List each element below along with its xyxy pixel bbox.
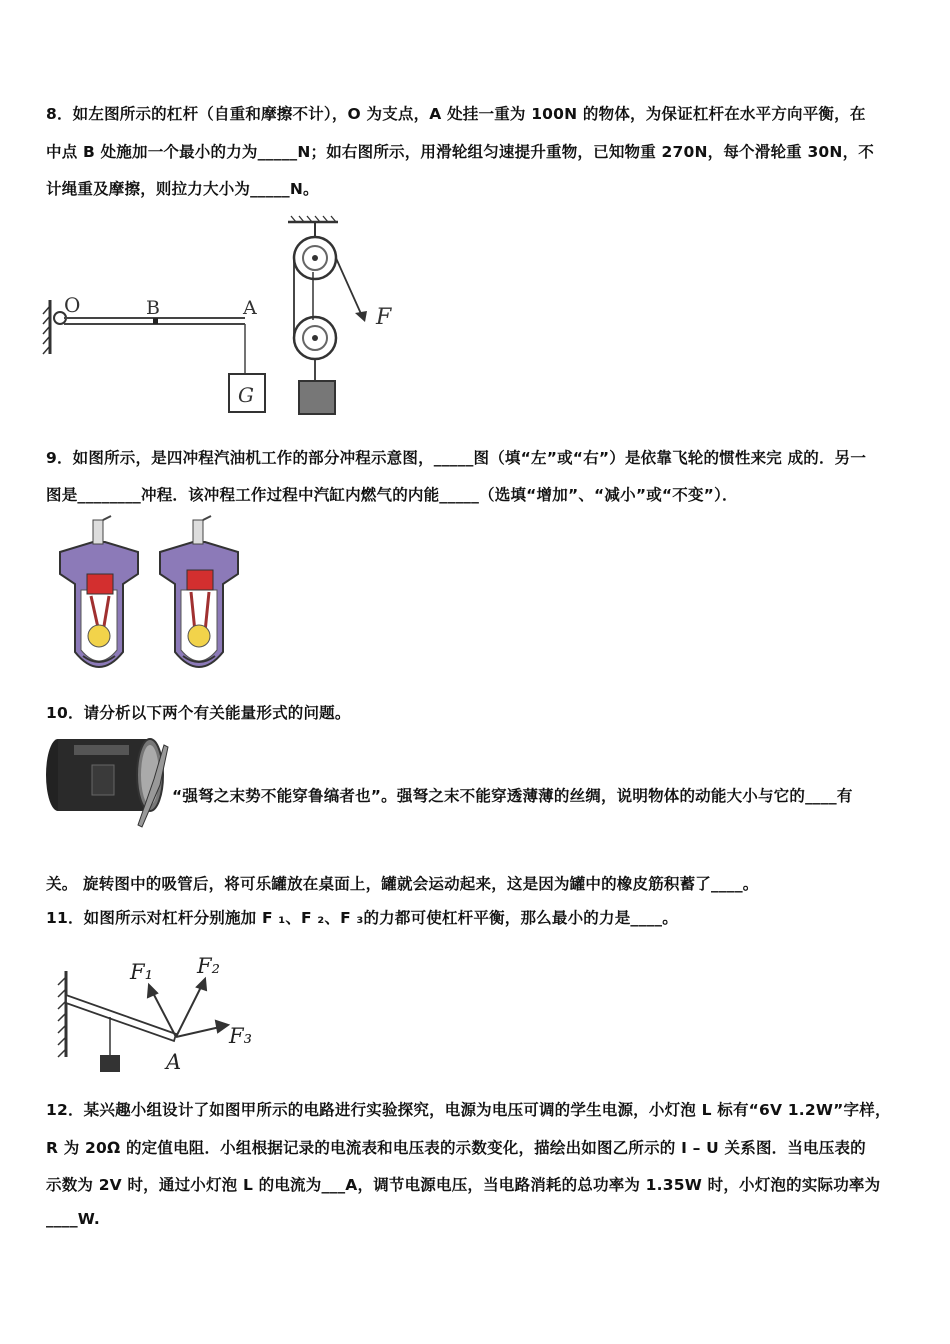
force-lever-figure xyxy=(52,955,262,1077)
q12-line-1: 12．某兴趣小组设计了如图甲所示的电路进行实验探究，电源为电压可调的学生电源，小灯泡 L 标有“6V 1.2W”字样， xyxy=(46,1101,891,1119)
lever-label-o: O xyxy=(64,293,81,317)
engine-left xyxy=(60,516,138,667)
q9-line-2: 图是________冲程．该冲程工作过程中汽缸内燃气的内能_____（选填“增加”、“减小”或“不变”）． xyxy=(46,486,738,504)
lever-label-b: B xyxy=(146,297,160,319)
weight-label-g: G xyxy=(238,383,254,407)
q12-line-3: 示数为 2V 时，通过小灯泡 L 的电流为___A，调节电源电压，当电路消耗的总功率为 1.35W 时，小灯泡的实际功率为 xyxy=(46,1176,881,1194)
force-label-f3: F₃ xyxy=(229,1024,252,1048)
point-label-a: A xyxy=(166,1050,182,1074)
q10-line-2: 关。 旋转图中的吸管后，将可乐罐放在桌面上，罐就会运动起来，这是因为罐中的橡皮筋积蓄了____。 xyxy=(46,875,759,893)
engine-right xyxy=(160,516,238,667)
q8-line-1: 8．如左图所示的杠杆（自重和摩擦不计），O 为支点，A 处挂一重为 100N 的物体，为保证杠杆在水平方向平衡，在 xyxy=(46,105,866,123)
lever-label-a: A xyxy=(243,297,257,319)
q12-line-2: R 为 20Ω 的定值电阻．小组根据记录的电流表和电压表的示数变化，描绘出如图乙所示的 I – U 关系图．当电压表的 xyxy=(46,1139,866,1157)
force-label-f1: F₁ xyxy=(130,960,153,984)
q12-line-4: ____W. xyxy=(46,1210,100,1228)
lever-figure xyxy=(40,292,270,417)
q10-title: 10．请分析以下两个有关能量形式的问题。 xyxy=(46,704,351,722)
q9-line-1: 9．如图所示，是四冲程汽油机工作的部分冲程示意图，_____图（填“左”或“右”）是依靠飞轮的惯性来完 成的．另一 xyxy=(46,449,867,467)
pulley-figure xyxy=(283,212,403,418)
cola-can-figure xyxy=(44,735,172,830)
force-label-f2: F₂ xyxy=(197,955,220,978)
engine-figure xyxy=(55,512,250,680)
q10-line-1: “强弩之末势不能穿鲁缟者也”。强弩之末不能穿透薄薄的丝绸，说明物体的动能大小与它的____有 xyxy=(172,787,853,805)
q8-line-3: 计绳重及摩擦，则拉力大小为_____N。 xyxy=(46,180,319,198)
q11-line: 11．如图所示对杠杆分别施加 F ₁、F ₂、F ₃的力都可使杠杆平衡，那么最小的力是____。 xyxy=(46,909,678,927)
pulley-label-f: F xyxy=(376,305,392,330)
q8-line-2: 中点 B 处施加一个最小的力为_____N；如右图所示，用滑轮组匀速提升重物，已知物重 270N，每个滑轮重 30N，不 xyxy=(46,143,874,161)
